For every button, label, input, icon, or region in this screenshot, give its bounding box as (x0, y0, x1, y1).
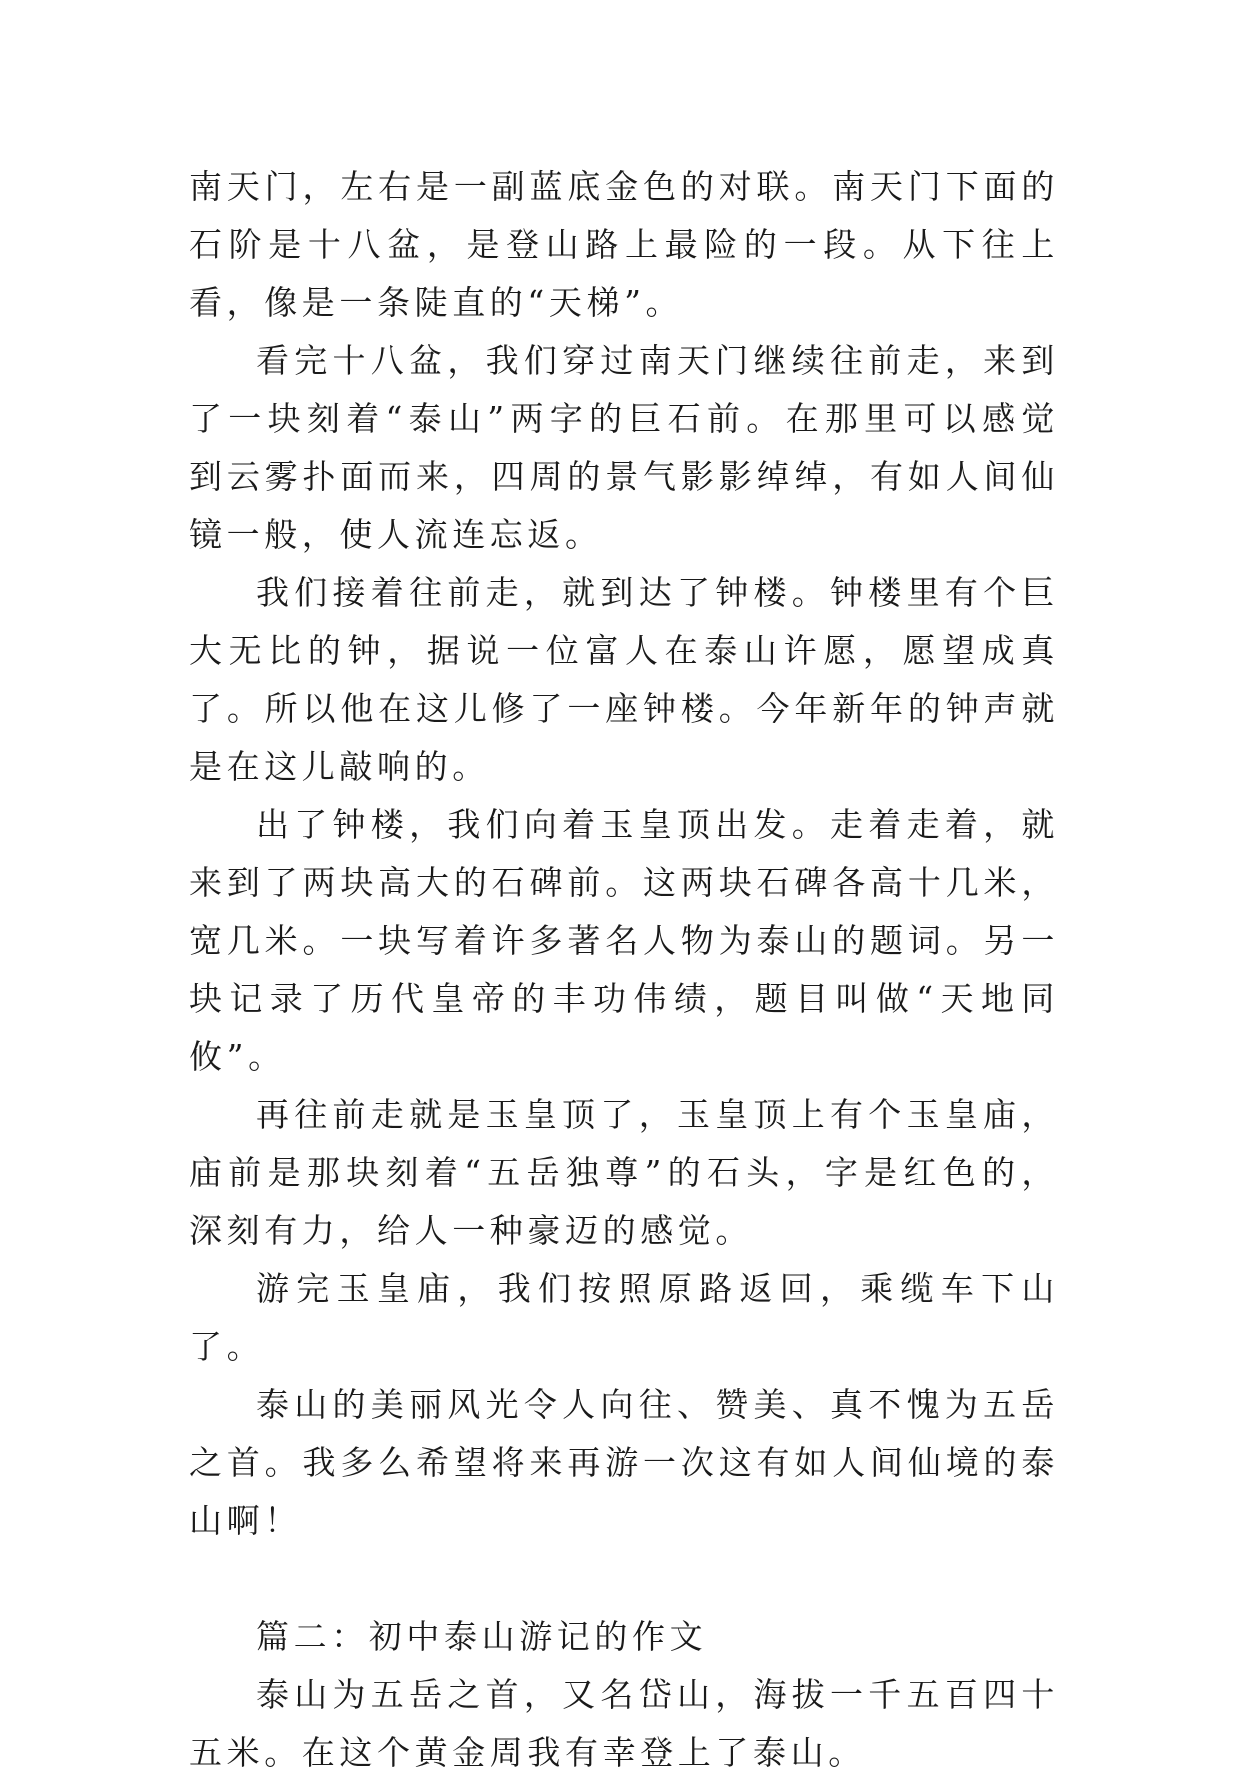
paragraph-continuation: 南天门，左右是一副蓝底金色的对联。南天门下面的石阶是十八盆，是登山路上最险的一段。从下往上看，像是一条陡直的“天梯”。 (189, 167, 1059, 322)
paragraph: 游完玉皇庙，我们按照原路返回，乘缆车下山了。 (189, 1269, 1059, 1366)
paragraph: 我们接着往前走，就到达了钟楼。钟楼里有个巨大无比的钟，据说一位富人在泰山许愿，愿望成真了。所以他在这儿修了一座钟楼。今年新年的钟声就是在这儿敲响的。 (189, 573, 1059, 786)
document-body (189, 158, 1059, 1782)
paragraph: 出了钟楼，我们向着玉皇顶出发。走着走着，就来到了两块高大的石碑前。这两块石碑各高十几米，宽几米。一块写着许多著名人物为泰山的题词。另一块记录了历代皇帝的丰功伟绩，题目叫做“天地同攸”。 (189, 805, 1059, 1076)
paragraph: 再往前走就是玉皇顶了，玉皇顶上有个玉皇庙，庙前是那块刻着“五岳独尊”的石头，字是红色的，深刻有力，给人一种豪迈的感觉。 (189, 1095, 1059, 1250)
paragraph: 泰山的美丽风光令人向往、赞美、真不愧为五岳之首。我多么希望将来再游一次这有如人间仙境的泰山啊！ (189, 1385, 1059, 1540)
paragraph: 看完十八盆，我们穿过南天门继续往前走，来到了一块刻着“泰山”两字的巨石前。在那里可以感觉到云雾扑面而来，四周的景气影影绰绰，有如人间仙镜一般，使人流连忘返。 (189, 341, 1059, 554)
paragraph: 泰山为五岳之首，又名岱山，海拔一千五百四十五米。在这个黄金周我有幸登上了泰山。 (189, 1675, 1059, 1772)
section-heading: 篇二：初中泰山游记的作文 (256, 1617, 708, 1656)
